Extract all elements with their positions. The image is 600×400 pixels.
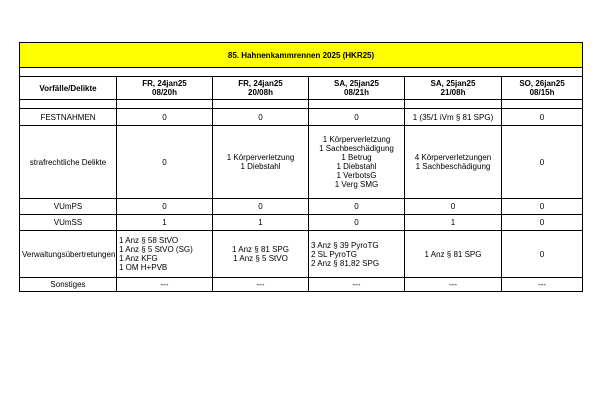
table-cell: 1 (117, 215, 213, 231)
header-date: SO, 26jan25 (519, 79, 565, 88)
spacer-cell (213, 100, 309, 109)
spacer-cell (20, 100, 117, 109)
table-cell: 0 (502, 199, 583, 215)
header-time: 08/20h (152, 88, 177, 97)
cell-line: 1 Körperverletzung (226, 153, 295, 162)
table-cell: 0 (117, 199, 213, 215)
table-cell: 0 (309, 109, 405, 126)
table-cell: 0 (502, 231, 583, 278)
table-cell: 1 Anz § 81 SPG (405, 231, 502, 278)
report-table (19, 42, 583, 292)
cell-line: 1 Anz KFG (119, 254, 158, 263)
cell-line: 1 Körperverletzung (322, 135, 391, 144)
cell-line: 1 Betrug (341, 153, 372, 162)
header-date: FR, 24jan25 (142, 79, 187, 88)
cell-line: 2 Anz § 81,82 SPG (311, 258, 380, 268)
header-col-4 (405, 77, 502, 100)
header-col-2 (213, 77, 309, 100)
row-label: Sonstiges (20, 278, 117, 292)
cell-line: 1 Anz § 81 SPG (232, 245, 289, 254)
table-cell (213, 231, 309, 278)
table-cell: 0 (117, 109, 213, 126)
row-label: VUmSS (20, 215, 117, 231)
spacer-cell (405, 100, 502, 109)
spacer-cell (20, 68, 583, 77)
cell-line: 2 SL PyroTG (311, 249, 357, 259)
row-label: VUmPS (20, 199, 117, 215)
cell-line: 1 Diebstahl (240, 162, 281, 171)
spacer-row (20, 68, 583, 77)
header-time: 21/08h (440, 88, 466, 97)
cell-line: 4 Körperverletzungen (414, 153, 492, 162)
table-row-verwaltungsuebertretungen (20, 231, 583, 278)
table-cell: 0 (309, 215, 405, 231)
header-col-3 (309, 77, 405, 100)
cell-line: 1 Diebstahl (336, 162, 377, 171)
header-date: SA, 25jan25 (334, 79, 379, 88)
table-cell: 0 (309, 199, 405, 215)
header-time: 08/15h (529, 88, 555, 97)
spacer-cell (117, 100, 213, 109)
cell-line: 1 Anz § 5 StVO (SG) (119, 245, 193, 254)
report-table-wrapper (19, 42, 582, 292)
spacer-row (20, 100, 583, 109)
row-label: strafrechtliche Delikte (20, 126, 117, 199)
cell-line: 1 Verg SMG (334, 180, 379, 189)
row-label: FESTNAHMEN (20, 109, 117, 126)
header-date: FR, 24jan25 (238, 79, 283, 88)
table-cell: --- (405, 278, 502, 292)
table-cell: --- (213, 278, 309, 292)
cell-line: 1 Sachbeschädigung (319, 144, 394, 153)
table-cell: 0 (502, 215, 583, 231)
table-cell: 0 (405, 199, 502, 215)
table-cell: --- (502, 278, 583, 292)
header-col-5 (502, 77, 583, 100)
cell-line: 1 Anz § 58 StVO (119, 236, 179, 245)
cell-line: 3 Anz § 39 PyroTG (311, 240, 379, 250)
title-row (20, 43, 583, 68)
header-category: Vorfälle/Delikte (20, 77, 117, 100)
table-cell: 1 (213, 215, 309, 231)
table-cell: --- (117, 278, 213, 292)
row-label: Verwaltungsübertretungen (20, 231, 117, 278)
header-time: 08/21h (344, 88, 369, 97)
table-cell: 1 (35/1 iVm § 81 SPG) (405, 109, 502, 126)
table-cell: 0 (502, 109, 583, 126)
table-row-vumps (20, 199, 583, 215)
table-cell: 0 (213, 199, 309, 215)
table-cell: 0 (117, 126, 213, 199)
header-row (20, 77, 583, 100)
cell-line: 1 Anz § 5 StVO (233, 254, 288, 263)
table-cell (117, 231, 213, 278)
cell-line: 1 Sachbeschädigung (415, 162, 491, 171)
table-cell (309, 126, 405, 199)
header-date: SA, 25jan25 (430, 79, 476, 88)
spacer-cell (502, 100, 583, 109)
table-row-festnahmen (20, 109, 583, 126)
table-cell (213, 126, 309, 199)
table-cell: 0 (502, 126, 583, 199)
table-row-vumss (20, 215, 583, 231)
table-cell: 0 (213, 109, 309, 126)
header-col-1 (117, 77, 213, 100)
spacer-cell (309, 100, 405, 109)
table-cell (405, 126, 502, 199)
page-title: 85. Hahnenkammrennen 2025 (HKR25) (20, 43, 583, 68)
table-row-strafrechtliche-delikte (20, 126, 583, 199)
cell-line: 1 OM H+PVB (119, 263, 168, 272)
header-time: 20/08h (248, 88, 273, 97)
table-cell: --- (309, 278, 405, 292)
table-row-sonstiges (20, 278, 583, 292)
table-cell: 1 (405, 215, 502, 231)
table-cell (309, 231, 405, 278)
cell-line: 1 VerbotsG (336, 171, 377, 180)
